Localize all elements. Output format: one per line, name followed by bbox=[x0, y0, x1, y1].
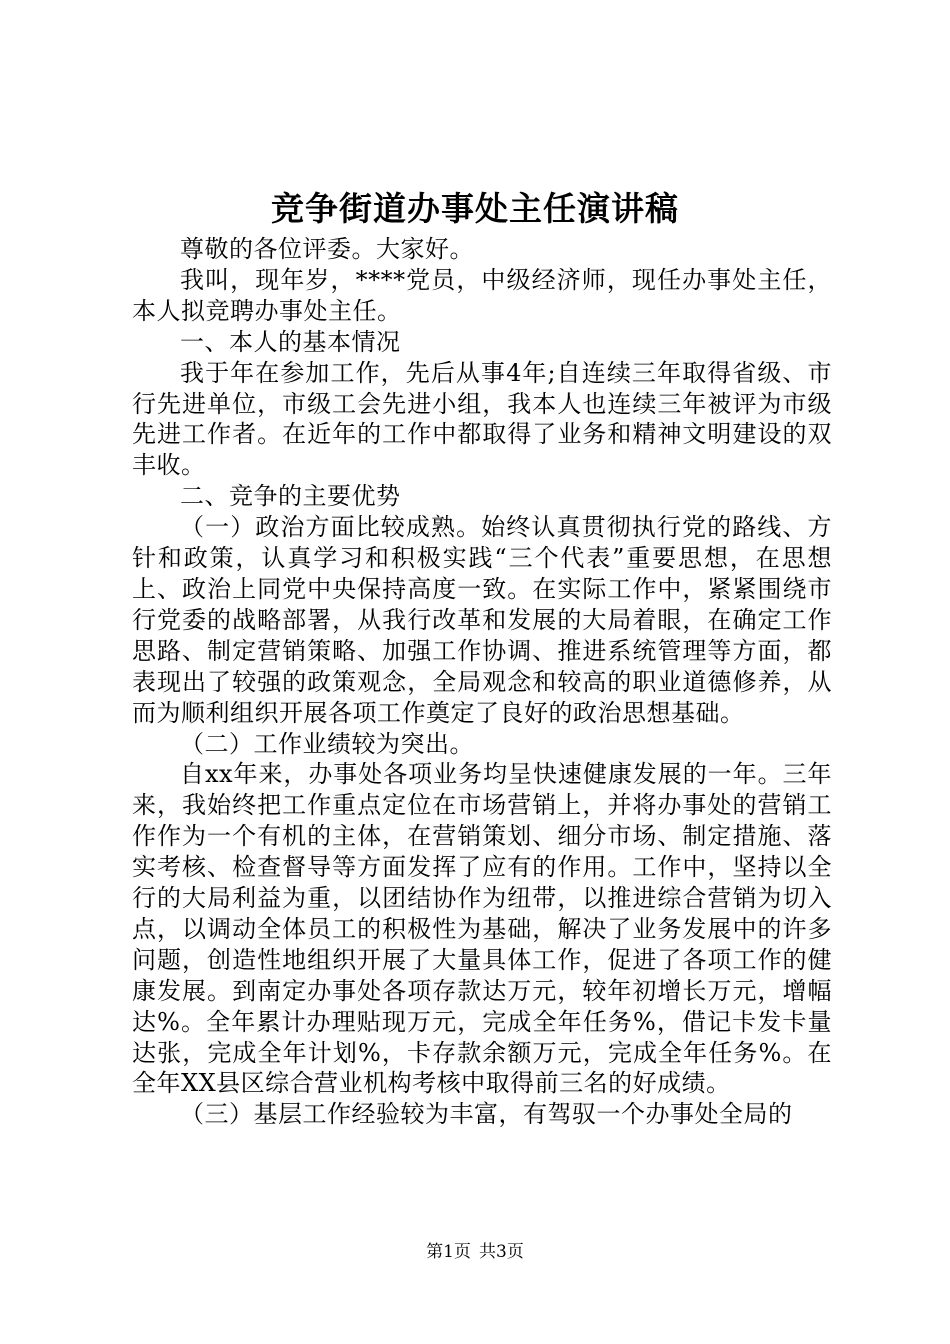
document-title: 竞争街道办事处主任演讲稿 bbox=[271, 189, 679, 228]
page-total: 共3页 bbox=[479, 1242, 524, 1262]
section-heading-basic-info: 一、本人的基本情况 bbox=[180, 327, 401, 356]
paragraph-greeting: 尊敬的各位评委。大家好。 bbox=[180, 235, 474, 263]
page-footer bbox=[0, 1240, 950, 1264]
section-heading-advantages: 二、竞争的主要优势 bbox=[180, 482, 401, 511]
document-body bbox=[132, 234, 832, 1130]
page-number: 第1页 bbox=[426, 1242, 471, 1262]
paragraph-basic-info: 我于年在参加工作，先后从事4年;自连续三年取得省级、市行先进单位，市级工会先进小组，我本人也连续三年被评为市级先进工作者。在近年的工作中都取得了业务和精神文明建设的双丰收。 bbox=[132, 358, 832, 480]
paragraph-experience: （三）基层工作经验较为丰富，有驾驭一个办事处全局的 bbox=[180, 1100, 793, 1129]
paragraph-introduction: 我叫，现年岁，****党员，中级经济师，现任办事处主任，本人拟竞聘办事处主任。 bbox=[132, 265, 832, 325]
paragraph-performance: 自xx年来，办事处各项业务均呈快速健康发展的一年。三年来，我始终把工作重点定位在市场营销上，并将办事处的营销工作作为一个有机的主体，在营销策划、细分市场、制定措施、落实考核、检查督导等方面发挥了应有的作用。工作中，坚持以全行的大局利益为重，以团结协作为纽带，以推进综合营销为切入点，以调动全体员工的积极性为基础，解决了业务发展中的许多问题，创造性地组织开展了大量具体工作，促进了各项工作的健康发展。到南定办事处各项存款达万元，较年初增长万元，增幅达%。全年累计办理贴现万元，完成全年任务%，借记卡发卡量达张，完成全年计划%，卡存款余额万元，完成全年任务%。在全年XX县区综合营业机构考核中取得前三名的好成绩。 bbox=[132, 760, 832, 1098]
paragraph-political: （一）政治方面比较成熟。始终认真贯彻执行党的路线、方针和政策，认真学习和积极实践“三个代表”重要思想，在思想上、政治上同党中央保持高度一致。在实际工作中，紧紧围绕市行党委的战略部署，从我行改革和发展的大局着眼，在确定工作思路、制定营销策略、加强工作协调、推进系统管理等方面，都表现出了较强的政策观念，全局观念和较高的职业道德修养，从而为顺利组织开展各项工作奠定了良好的政治思想基础。 bbox=[132, 513, 832, 727]
subheading-performance: （二）工作业绩较为突出。 bbox=[180, 729, 474, 758]
